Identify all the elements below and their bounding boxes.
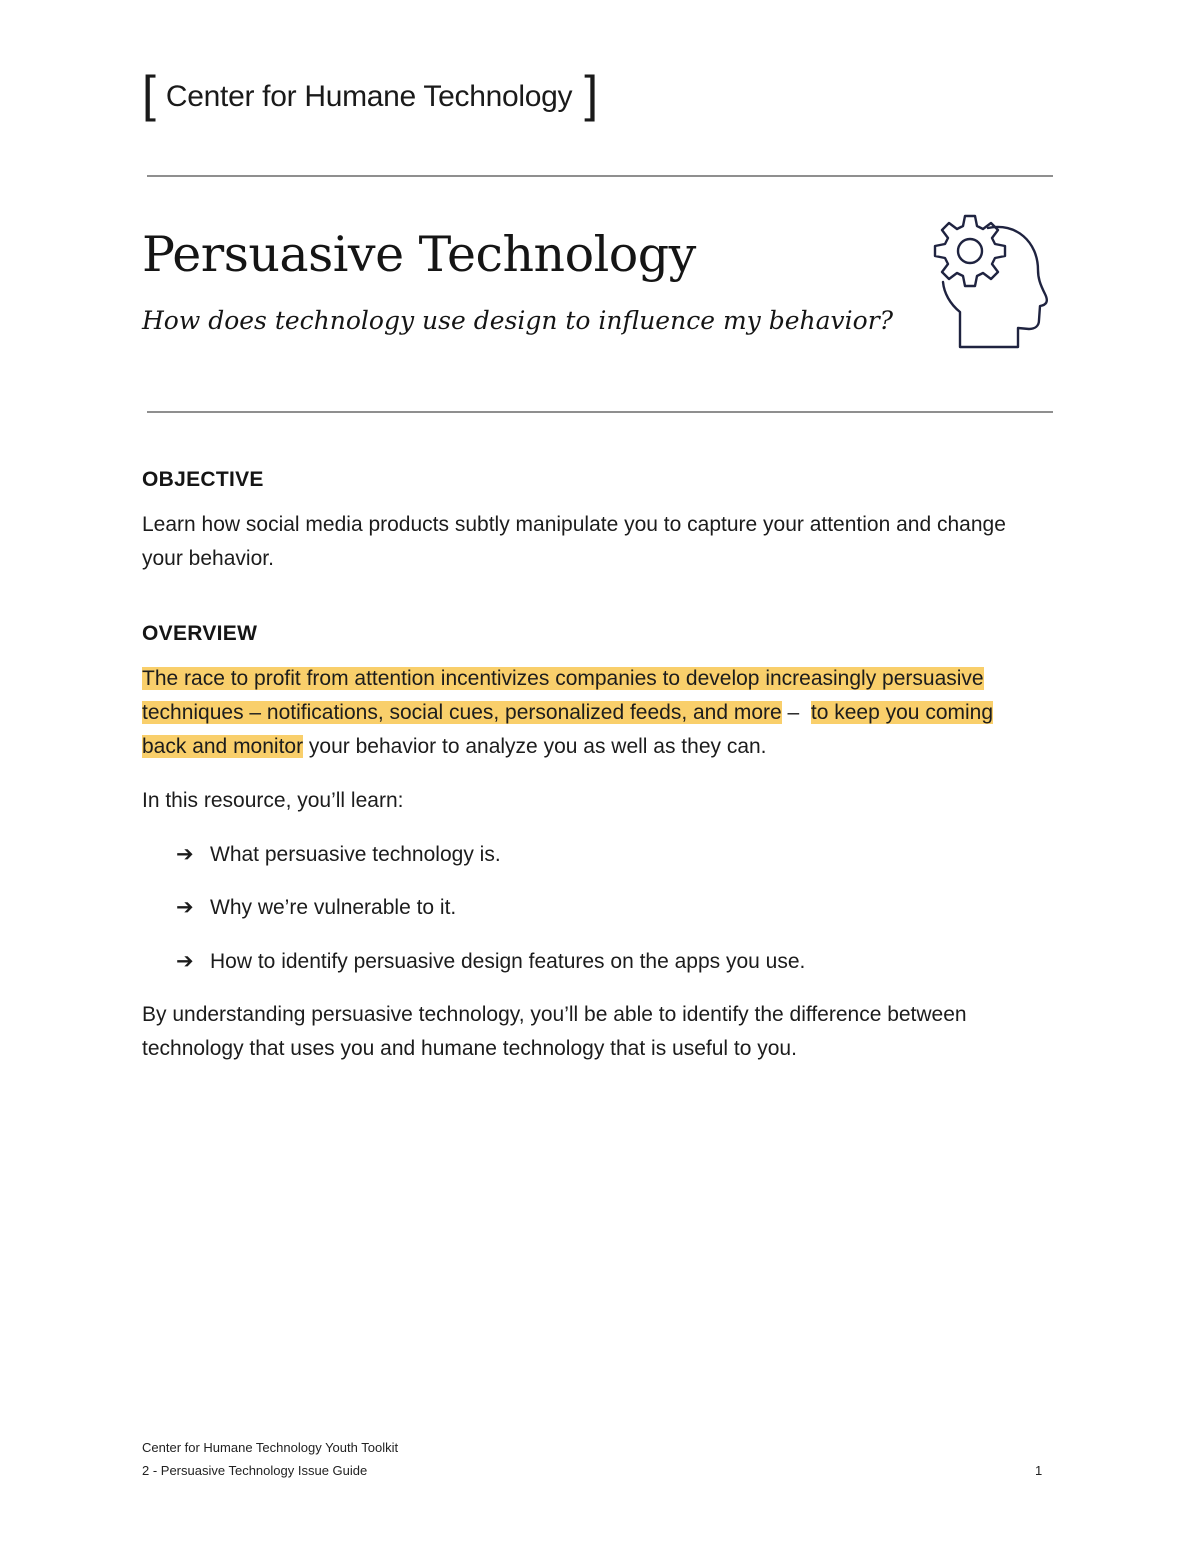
highlighted-text: The race to profit from attention incentivizes companies to develop increasingly persuasive <box>142 667 984 690</box>
plain-text: your behavior to analyze you as well as they can. <box>303 735 767 758</box>
list-item-text: Why we’re vulnerable to it. <box>210 896 457 919</box>
page-title: Persuasive Technology <box>142 226 696 283</box>
closing-text <box>142 998 1072 1066</box>
head-with-gear-icon <box>926 208 1058 352</box>
page-number: 1 <box>1035 1463 1043 1478</box>
top-divider <box>147 175 1053 177</box>
objective-heading: OBJECTIVE <box>142 468 264 491</box>
arrow-right-icon: ➔ <box>176 896 194 919</box>
list-item <box>176 842 501 867</box>
intro-text: In this resource, you’ll learn: <box>142 789 404 812</box>
page-subtitle: How does technology use design to influence my behavior? <box>142 306 894 335</box>
list-item-text: What persuasive technology is. <box>210 843 501 866</box>
closing-line-1: By understanding persuasive technology, you’ll be able to identify the difference between <box>142 1003 967 1026</box>
objective-line-1: Learn how social media products subtly manipulate you to capture your attention and change <box>142 513 1006 536</box>
list-item <box>176 895 456 920</box>
closing-line-2: technology that uses you and humane technology that is useful to you. <box>142 1037 797 1060</box>
logo-open-bracket: [ <box>142 66 156 122</box>
bottom-divider <box>147 411 1053 413</box>
overview-text <box>142 662 1072 764</box>
highlighted-text: to keep you coming <box>810 701 994 724</box>
logo-text: Center for Humane Technology <box>165 80 573 113</box>
arrow-right-icon: ➔ <box>176 950 194 973</box>
dash-text: – <box>781 701 811 724</box>
list-item-text: How to identify persuasive design features on the apps you use. <box>210 950 806 973</box>
footer-guide: 2 - Persuasive Technology Issue Guide <box>142 1463 368 1478</box>
logo-close-bracket: ] <box>584 66 599 122</box>
footer-toolkit: Center for Humane Technology Youth Toolkit <box>142 1440 399 1455</box>
list-item <box>176 949 805 974</box>
overview-heading: OVERVIEW <box>142 622 258 645</box>
logo <box>142 66 599 122</box>
arrow-right-icon: ➔ <box>176 843 194 866</box>
objective-line-2: your behavior. <box>142 547 274 570</box>
objective-text <box>142 508 1072 576</box>
highlighted-text: back and monitor <box>142 735 304 758</box>
highlighted-text: techniques – notifications, social cues, personalized feeds, and more <box>142 701 782 724</box>
